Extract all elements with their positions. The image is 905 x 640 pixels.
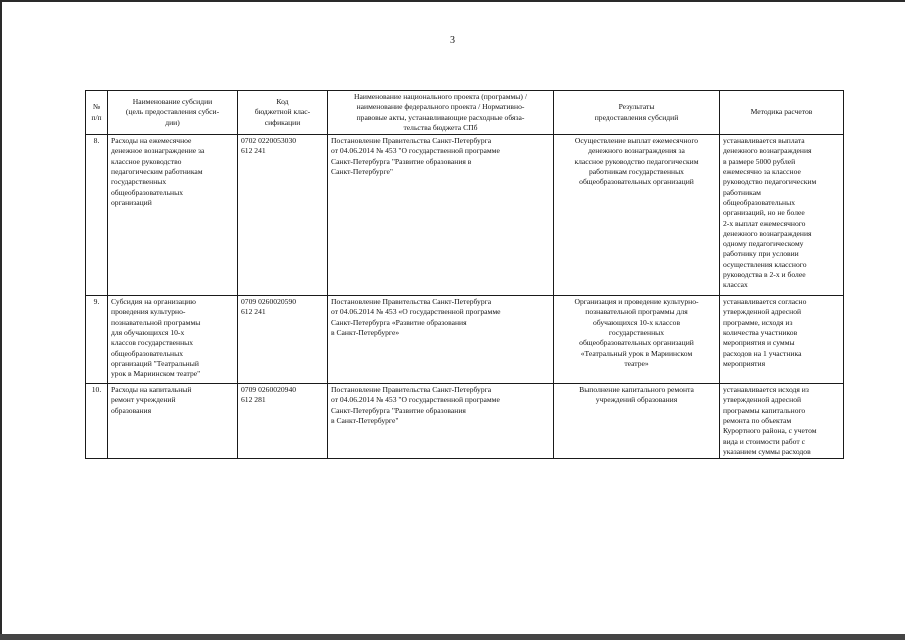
table-row: [86, 296, 844, 384]
row-number: 10.: [86, 384, 108, 459]
header-budget-code: Код бюджетной клас- сификации: [238, 91, 328, 135]
subsidy-name: Субсидия на организацию проведения культурно- познавательной программы для обучающихся 10-х классов государственных общеобразовательных организаций "Театральный урок в Мариинском театре": [108, 296, 238, 384]
page-number: 3: [450, 35, 455, 46]
scan-border-left: [0, 0, 2, 640]
table-row: [86, 135, 844, 296]
budget-code: 0709 0260020940 612 281: [238, 384, 328, 459]
subsidy-results: Осуществление выплат ежемесячного денежного вознаграждения за классное руководство педагогическим работникам государственных общеобразовательных организаций: [554, 135, 720, 296]
subsidy-results: Организация и проведение культурно- познавательной программы для обучающихся 10-х классов государственных общеобразовательных организаций «Театральный урок в Мариинском театре»: [554, 296, 720, 384]
subsidy-name: Расходы на ежемесячное денежное вознаграждение за классное руководство педагогическим работникам государственных общеобразовательных организаций: [108, 135, 238, 296]
calculation-method: устанавливается исходя из утвержденной адресной программы капитального ремонта по объектам Курортного района, с учетом вида и стоимости работ с указанием суммы расходов: [720, 384, 844, 459]
subsidies-table: [85, 90, 844, 459]
row-number: 9.: [86, 296, 108, 384]
calculation-method: устанавливается выплата денежного вознаграждения в размере 5000 рублей ежемесячно за классное руководство педагогическим работникам общеобразовательных организаций, но не более 2-х выплат ежемесячного денежного вознаграждения одному педагогическому работнику при условии осуществления классного руководства в 2-х и более классах: [720, 135, 844, 296]
header-num: № п/п: [86, 91, 108, 135]
budget-code: 0702 0220053030 612 241: [238, 135, 328, 296]
subsidy-results: Выполнение капитального ремонта учреждений образования: [554, 384, 720, 459]
budget-code: 0709 0260020590 612 241: [238, 296, 328, 384]
header-legal-acts: Наименование национального проекта (программы) / наименование федерального проекта / Нормативно- правовые акты, устанавливающие расходные обяза- тельства бюджета СПб: [328, 91, 554, 135]
scan-border-top: [0, 0, 905, 2]
legal-act: Постановление Правительства Санкт-Петербурга от 04.06.2014 № 453 "О государственной программе Санкт-Петербурга "Развитие образования в Санкт-Петербурге": [328, 384, 554, 459]
header-method: Методика расчетов: [720, 91, 844, 135]
header-results: Результаты предоставления субсидий: [554, 91, 720, 135]
table-header-row: [86, 91, 844, 135]
header-subsidy-name: Наименование субсидии (цель предоставления субси- дии): [108, 91, 238, 135]
subsidy-name: Расходы на капитальный ремонт учреждений образования: [108, 384, 238, 459]
row-number: 8.: [86, 135, 108, 296]
calculation-method: устанавливается согласно утвержденной адресной программе, исходя из количества участников мероприятия и суммы расходов на 1 участника мероприятия: [720, 296, 844, 384]
legal-act: Постановление Правительства Санкт-Петербурга от 04.06.2014 № 453 "О государственной программе Санкт-Петербурга "Развитие образования в Санкт-Петербурге": [328, 135, 554, 296]
legal-act: Постановление Правительства Санкт-Петербурга от 04.06.2014 № 453 «О государственной программе Санкт-Петербурга «Развитие образования в Санкт-Петербурге»: [328, 296, 554, 384]
scan-border-bottom: [0, 634, 905, 640]
table-row: [86, 384, 844, 459]
